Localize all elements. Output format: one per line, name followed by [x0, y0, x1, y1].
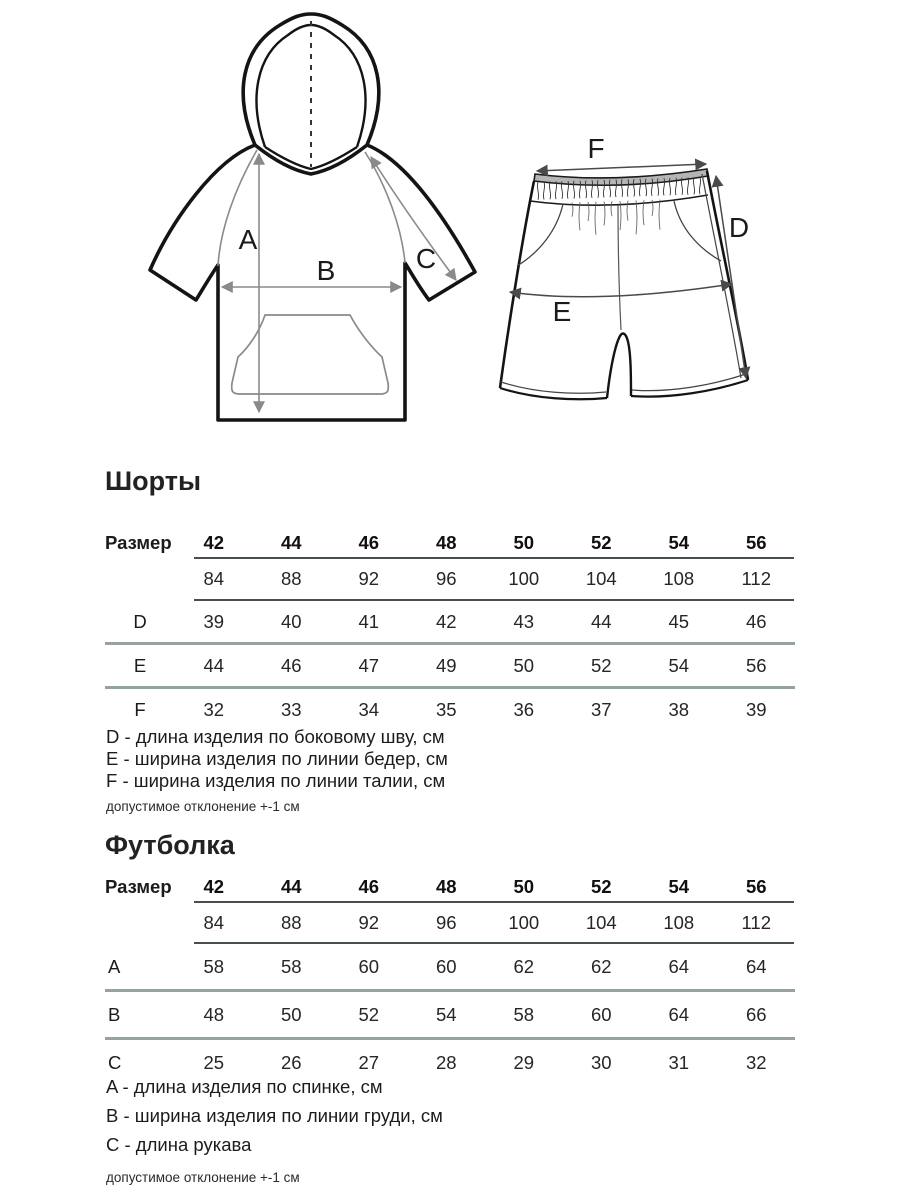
- tshirt-size-table: [105, 872, 795, 1085]
- size-cell: 37: [590, 698, 612, 720]
- size-cell: 56: [745, 875, 767, 897]
- shorts-section-title: Шорты: [105, 466, 202, 496]
- size-cell: 58: [280, 955, 302, 977]
- size-cell: 36: [513, 698, 535, 720]
- size-cell: 35: [435, 698, 457, 720]
- gather-line: [572, 203, 573, 217]
- size-cell: 96: [435, 568, 457, 589]
- inseam-crotch: [607, 334, 631, 399]
- size-cell: 48: [435, 531, 457, 553]
- shorts-legend: [106, 726, 448, 792]
- size-cell: 42: [203, 531, 225, 553]
- size-cell: 112: [741, 911, 771, 933]
- size-cell: 104: [585, 911, 617, 933]
- tshirt-legend: [106, 1072, 443, 1159]
- size-cell: 50: [513, 531, 535, 553]
- right-leg-hem: [631, 380, 748, 397]
- size-cell: 54: [435, 1003, 457, 1025]
- hoodie-diagram: [130, 8, 495, 453]
- row-label: D: [133, 610, 147, 632]
- size-cell: 64: [668, 1003, 690, 1025]
- size-cell: 44: [590, 610, 612, 632]
- size-cell: 46: [280, 654, 302, 676]
- size-cell: 84: [203, 568, 225, 589]
- gather-line: [588, 202, 589, 221]
- size-cell: 33: [280, 698, 302, 720]
- size-cell: 39: [203, 610, 225, 632]
- legend-line-b: B - ширина изделия по линии груди, см: [106, 1105, 443, 1126]
- elastic-squiggle: [687, 178, 688, 195]
- size-table-row-meas: [105, 645, 795, 686]
- size-cell: 56: [745, 654, 767, 676]
- size-table-row-meas: [105, 992, 795, 1037]
- size-cell: 64: [745, 955, 767, 977]
- shorts-left-seam: [500, 181, 534, 388]
- size-cell: 46: [358, 875, 380, 897]
- size-cell: 64: [668, 955, 690, 977]
- size-cell: 100: [508, 911, 540, 933]
- elastic-squiggle: [549, 182, 550, 200]
- size-cell: 39: [745, 698, 767, 720]
- shorts-size-table: [105, 528, 795, 730]
- gather-line: [611, 201, 612, 216]
- measure-label-e: E: [552, 296, 572, 327]
- gather-line: [620, 201, 621, 230]
- size-cell: 112: [741, 568, 771, 589]
- elastic-squiggle: [537, 182, 538, 200]
- size-cell: 42: [435, 610, 457, 632]
- legend-line-a: A - длина изделия по спинке, см: [106, 1076, 383, 1097]
- row-label: F: [134, 698, 146, 720]
- size-cell: 44: [280, 531, 302, 553]
- elastic-squiggle: [693, 177, 694, 194]
- gather-line: [643, 200, 644, 225]
- size-cell: 40: [280, 610, 302, 632]
- size-cell: 46: [358, 531, 380, 553]
- size-cell: 88: [280, 911, 302, 933]
- size-cell: 60: [590, 1003, 612, 1025]
- size-table-row-meas: [105, 944, 795, 989]
- size-cell: 52: [590, 654, 612, 676]
- size-cell: 49: [435, 654, 457, 676]
- size-cell: 29: [513, 1051, 535, 1073]
- size-cell: 54: [668, 654, 690, 676]
- legend-line-d: D - длина изделия по боковому шву, см: [106, 726, 445, 747]
- elastic-squiggle: [699, 177, 700, 194]
- size-cell: 50: [513, 654, 535, 676]
- gather-line: [595, 202, 596, 235]
- shorts-diagram: [480, 130, 800, 430]
- size-cell: 58: [513, 1003, 535, 1025]
- gather-line: [659, 200, 660, 230]
- row-label: A: [108, 955, 121, 977]
- size-cell: 60: [435, 955, 457, 977]
- shorts-tolerance-note: допустимое отклонение +-1 см: [106, 799, 300, 814]
- gather-line: [604, 202, 605, 226]
- waistband-bottom-edge: [530, 195, 708, 205]
- size-cell: 52: [590, 875, 612, 897]
- tshirt-tolerance-note: допустимое отклонение +-1 см: [106, 1170, 300, 1185]
- row-label: E: [133, 654, 147, 676]
- size-cell: 32: [745, 1051, 767, 1073]
- row-label: C: [108, 1051, 122, 1073]
- tshirt-section-title: Футболка: [105, 830, 235, 860]
- size-cell: 58: [203, 955, 225, 977]
- size-cell: 38: [668, 698, 690, 720]
- size-cell: 108: [663, 568, 695, 589]
- size-table-row-meas: [105, 601, 795, 642]
- size-cell: 32: [203, 698, 225, 720]
- size-cell: 62: [590, 955, 612, 977]
- measure-arrow-d: [716, 176, 746, 378]
- size-table-row-chest: [105, 559, 795, 599]
- size-cell: 43: [513, 610, 535, 632]
- size-cell: 92: [358, 911, 380, 933]
- size-cell: 47: [358, 654, 380, 676]
- size-cell: 28: [435, 1051, 457, 1073]
- measure-arrow-f: [537, 164, 706, 171]
- size-cell: 25: [203, 1051, 225, 1073]
- size-table-row-chest: [105, 903, 795, 942]
- gather-line: [652, 200, 653, 216]
- size-cell: 26: [280, 1051, 302, 1073]
- size-cell: 108: [663, 911, 695, 933]
- size-cell: 88: [280, 568, 302, 589]
- size-table-row-header: [105, 528, 795, 557]
- legend-line-f: F - ширина изделия по линии талии, см: [106, 770, 446, 791]
- row-label: Размер: [105, 875, 172, 897]
- measure-label-d: D: [728, 212, 750, 243]
- hood-outline: [243, 14, 379, 174]
- size-cell: 48: [203, 1003, 225, 1025]
- size-cell: 42: [203, 875, 225, 897]
- size-cell: 44: [203, 654, 225, 676]
- size-cell: 84: [203, 911, 225, 933]
- size-cell: 104: [585, 568, 617, 589]
- size-cell: 34: [358, 698, 380, 720]
- size-table-row-header: [105, 872, 795, 901]
- gather-line: [579, 202, 580, 230]
- size-cell: 30: [590, 1051, 612, 1073]
- gather-line: [636, 200, 637, 234]
- shorts-right-seam-inner: [702, 174, 741, 378]
- size-cell: 96: [435, 911, 457, 933]
- size-cell: 46: [745, 610, 767, 632]
- hoodie-body-outline: [150, 145, 475, 420]
- elastic-squiggle: [543, 182, 544, 200]
- measure-label-f: F: [587, 133, 605, 164]
- size-cell: 31: [668, 1051, 690, 1073]
- legend-line-e: E - ширина изделия по линии бедер, см: [106, 748, 448, 769]
- row-label: B: [108, 1003, 121, 1025]
- size-cell: 52: [358, 1003, 380, 1025]
- legend-line-c: C - длина рукава: [106, 1134, 252, 1155]
- size-cell: 62: [513, 955, 535, 977]
- size-cell: 48: [435, 875, 457, 897]
- row-label: Размер: [105, 531, 172, 553]
- gather-line: [627, 201, 628, 221]
- measure-label-a: A: [238, 224, 258, 255]
- size-cell: 54: [668, 531, 690, 553]
- size-cell: 92: [358, 568, 380, 589]
- size-cell: 50: [280, 1003, 302, 1025]
- size-table-row-meas: [105, 689, 795, 730]
- size-cell: 56: [745, 531, 767, 553]
- size-cell: 45: [668, 610, 690, 632]
- measure-arrow-e: [510, 284, 732, 297]
- size-cell: 100: [508, 568, 540, 589]
- size-cell: 27: [358, 1051, 380, 1073]
- size-cell: 66: [745, 1003, 767, 1025]
- size-cell: 50: [513, 875, 535, 897]
- size-cell: 52: [590, 531, 612, 553]
- size-cell: 41: [358, 610, 380, 632]
- measure-label-c: C: [415, 243, 437, 274]
- size-cell: 60: [358, 955, 380, 977]
- size-cell: 54: [668, 875, 690, 897]
- size-cell: 44: [280, 875, 302, 897]
- measure-label-b: B: [316, 255, 336, 286]
- right-leg-hem-inner: [632, 374, 746, 391]
